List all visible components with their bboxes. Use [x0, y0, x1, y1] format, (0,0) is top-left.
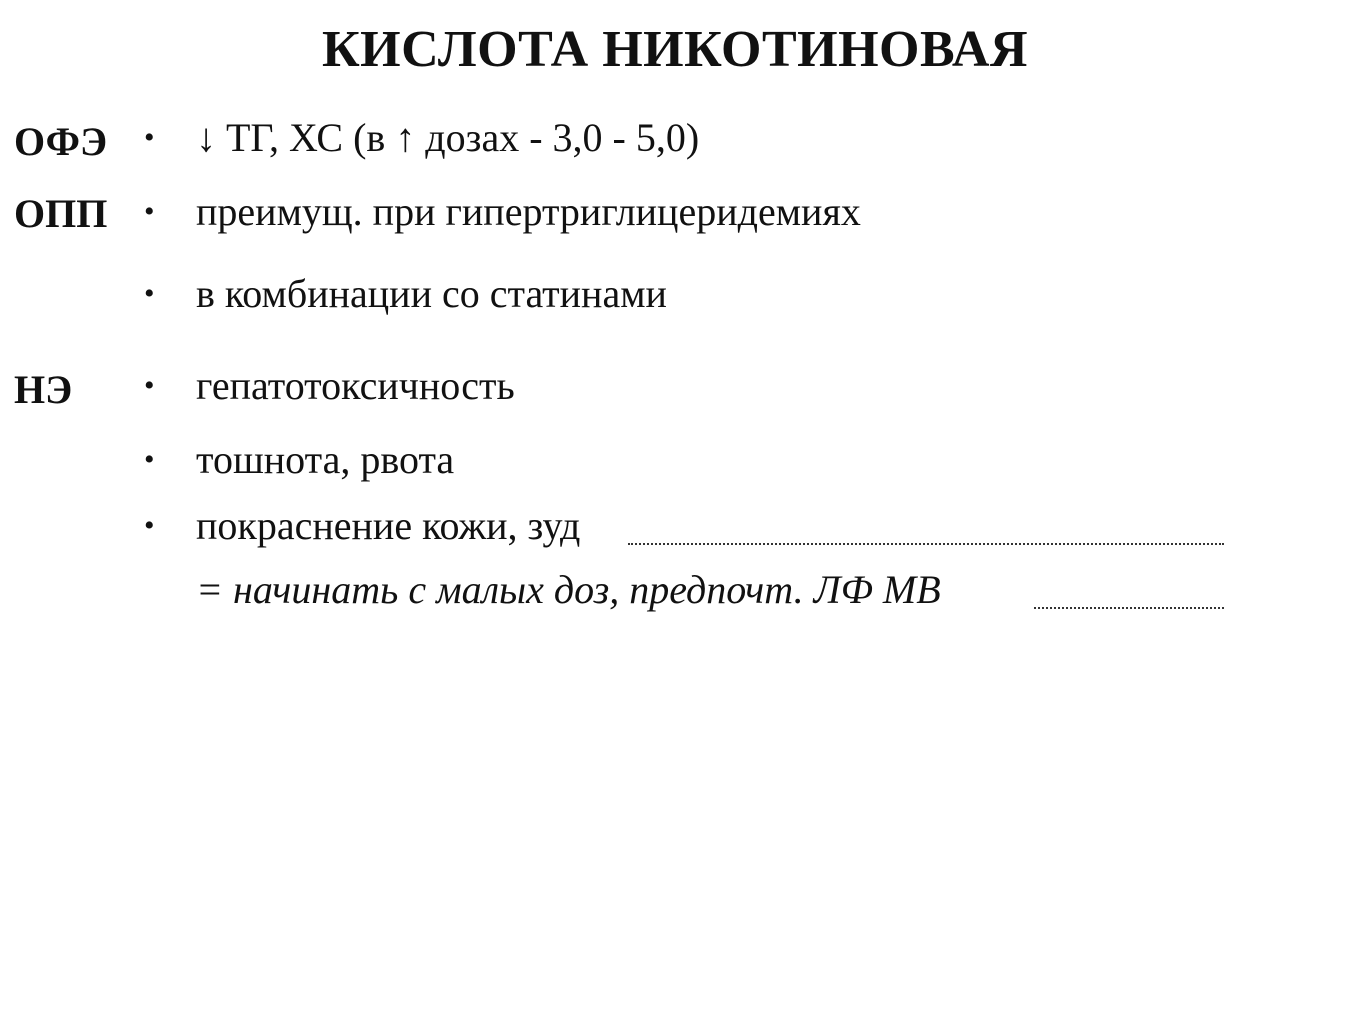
dotted-leader-line — [1034, 607, 1224, 609]
list-item: покраснение кожи, зуд — [196, 503, 581, 548]
list-item: в комбинации со статинами — [196, 271, 667, 316]
section-label-ofe: ОФЭ — [14, 119, 108, 164]
bullet: • — [144, 509, 155, 542]
list-item: тошнота, рвота — [196, 437, 455, 482]
bullet: • — [144, 443, 155, 476]
bullet: • — [144, 121, 155, 154]
list-item: гепатотоксичность — [196, 363, 515, 408]
section-label-ne: НЭ — [14, 367, 73, 412]
slide-title: КИСЛОТА НИКОТИНОВАЯ — [321, 21, 1029, 78]
bullet: • — [144, 195, 155, 228]
section-label-opp: ОПП — [14, 191, 108, 236]
bullet: • — [144, 369, 155, 402]
list-item: ↓ ТГ, ХС (в ↑ дозах - 3,0 - 5,0) — [196, 115, 700, 160]
bullet: • — [144, 277, 155, 310]
list-item: преимущ. при гипертриглицеридемиях — [196, 189, 861, 234]
dotted-leader-line — [628, 543, 1224, 545]
dosage-note: = начинать с малых доз, предпочт. ЛФ МВ — [196, 567, 941, 612]
